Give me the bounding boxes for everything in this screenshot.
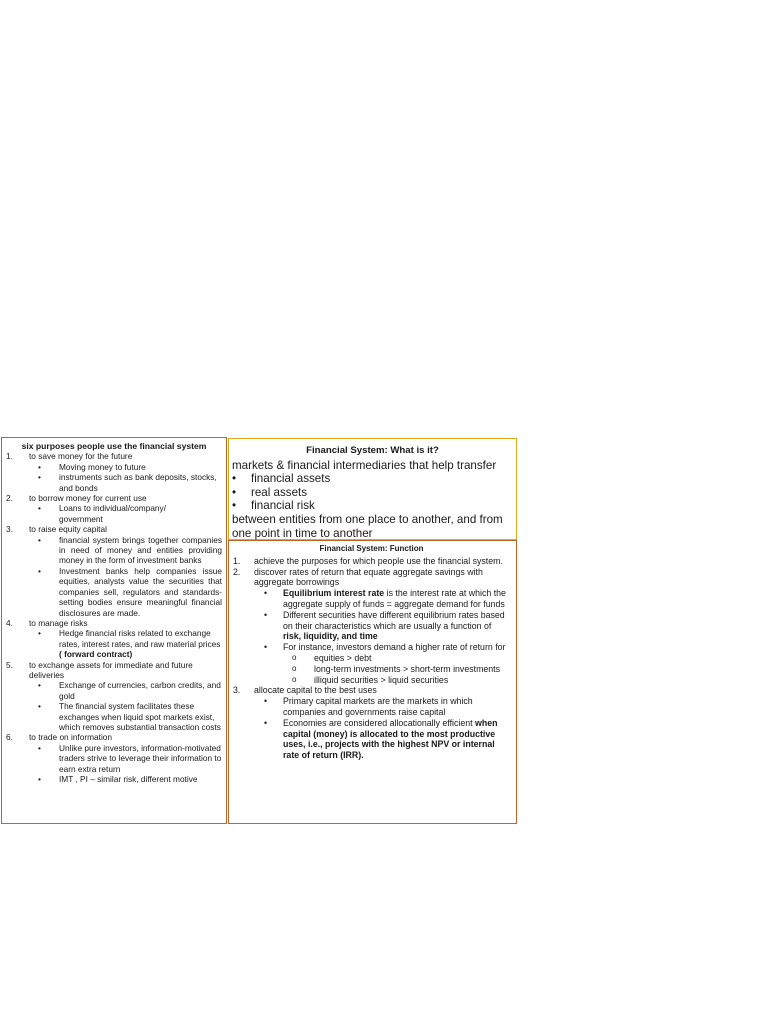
function-title: Financial System: Function	[319, 544, 424, 553]
purpose-subitem-text	[59, 628, 222, 659]
function-subitem-text	[283, 718, 510, 761]
function-number: 2.	[233, 566, 241, 577]
function-subitem-plain: Different securities have different equilibrium rates based on their characteristics which are usually a function of	[283, 609, 505, 631]
purpose-subitem	[36, 628, 222, 659]
function-subitem-text: Primary capital markets are the markets in which companies and governments raise capital	[283, 696, 473, 717]
bullet-icon: •	[38, 680, 41, 691]
bullet-icon: •	[38, 701, 41, 712]
purpose-subitem-text: Exchange of currencies, carbon credits, and gold	[59, 680, 221, 701]
function-subsubitem	[292, 664, 510, 675]
purpose-subitem	[36, 462, 222, 472]
purpose-subitem-bold: ( forward contract)	[59, 649, 133, 660]
purpose-number: 3.	[6, 524, 13, 535]
purpose-text: to raise equity capital	[29, 524, 107, 535]
bullet-icon: •	[264, 696, 268, 707]
function-subitem	[262, 610, 510, 642]
what-is-it-bullet	[232, 486, 513, 500]
function-subsubitem-text: equities > debt	[314, 652, 372, 663]
what-is-it-title: Financial System: What is it?	[306, 445, 439, 456]
bullet-icon: •	[38, 565, 41, 576]
purpose-subitem-text: instruments such as bank deposits, stocks, and bonds	[59, 472, 217, 493]
purpose-text: to trade on information	[29, 732, 113, 743]
function-text: achieve the purposes for which people use the financial system.	[254, 555, 503, 566]
purpose-subitem-text: The financial system facilitates these exchanges when liquid spot markets exist, which removes substantial transaction costs	[59, 701, 221, 732]
function-subitem	[262, 642, 510, 653]
purpose-number: 6.	[6, 732, 13, 743]
function-subitem-plain: is the interest rate at which the aggregate supply of funds = aggregate demand for funds	[283, 588, 506, 609]
purpose-subitem-text: IMT , PI – similar risk, different motive	[59, 774, 198, 784]
what-is-it-intro: markets & financial intermediaries that help transfer	[232, 458, 497, 472]
function-box	[228, 540, 517, 824]
bullet-icon: •	[38, 534, 41, 545]
bullet-icon: •	[264, 609, 268, 620]
purpose-item	[6, 732, 222, 742]
what-is-it-outro: between entities from one place to another, and from one point in time to another	[232, 512, 503, 540]
purposes-title: six purposes people use the financial system	[21, 441, 207, 451]
purpose-subitem	[36, 680, 222, 701]
purpose-number: 2.	[6, 493, 13, 504]
bullet-icon: •	[232, 499, 237, 513]
bullet-icon: •	[264, 642, 268, 653]
function-text: allocate capital to the best uses	[254, 685, 377, 696]
bullet-icon: •	[38, 628, 41, 639]
purpose-text: to manage risks	[29, 617, 88, 628]
purpose-subitem-text: Moving money to future	[59, 461, 146, 472]
function-number: 3.	[233, 685, 241, 696]
purpose-number: 4.	[6, 617, 13, 628]
purpose-subitem	[36, 774, 222, 784]
purposes-box	[1, 437, 227, 824]
purpose-text: to exchange assets for immediate and future deliveries	[29, 659, 193, 680]
purpose-item	[6, 451, 222, 461]
what-is-it-bullet-text: financial risk	[251, 499, 315, 513]
bullet-icon: •	[232, 485, 237, 499]
function-subitem	[262, 696, 510, 718]
purpose-subitem	[36, 566, 222, 618]
bullet-icon: •	[38, 472, 41, 483]
function-number: 1.	[233, 555, 241, 566]
what-is-it-bullet	[232, 499, 513, 513]
purpose-text: to borrow money for current use	[29, 493, 147, 504]
purpose-item	[6, 524, 222, 534]
function-item	[233, 685, 510, 696]
function-subitem-bold: Equilibrium interest rate	[283, 588, 385, 599]
purpose-subitem-text: Unlike pure investors, information-motivated traders strive to leverage their information to earn extra return	[59, 742, 222, 774]
purpose-number: 5.	[6, 659, 13, 670]
function-subsubitem-text: illiquid securities > liquid securities	[314, 674, 449, 685]
bullet-icon: •	[232, 472, 237, 486]
function-text: discover rates of return that equate aggregate savings with aggregate borrowings	[254, 566, 483, 588]
purpose-subitem	[36, 743, 222, 774]
circle-bullet-icon: o	[292, 652, 297, 662]
what-is-it-box	[228, 438, 517, 540]
purpose-subitem-plain: Hedge financial risks related to exchange rates, interest rates, and raw material prices	[59, 628, 221, 649]
purpose-number: 1.	[6, 451, 13, 462]
bullet-icon: •	[38, 461, 41, 472]
purpose-text: to save money for the future	[29, 451, 133, 462]
purpose-item	[6, 660, 222, 681]
bullet-icon: •	[38, 742, 41, 753]
function-subsubitem-text: long-term investments > short-term investments	[314, 663, 501, 674]
function-subitem-bold: when capital (money) is allocated to the most productive uses, i.e., projects with the highest NPV or internal rate of return (IRR).	[283, 717, 498, 761]
purpose-subitem	[36, 503, 222, 524]
purpose-subitem	[36, 701, 222, 732]
purpose-subitem-text: financial system brings together companies in need of money and entities providing money in the form of investment banks	[59, 534, 222, 566]
bullet-icon: •	[38, 774, 41, 784]
function-item	[233, 556, 510, 567]
function-subitem-text	[283, 588, 510, 610]
bullet-icon: •	[264, 717, 268, 728]
function-subitem-text	[283, 610, 510, 642]
function-subsubitem	[292, 675, 510, 686]
bullet-icon: •	[38, 503, 41, 514]
purpose-subitem	[36, 535, 222, 566]
what-is-it-bullet	[232, 472, 513, 486]
what-is-it-bullet-text: financial assets	[251, 472, 331, 486]
purpose-subitem-text: Loans to individual/company/ government	[59, 503, 167, 524]
circle-bullet-icon: o	[292, 674, 297, 684]
function-subitem-bold: risk, liquidity, and time	[283, 631, 378, 642]
purpose-subitem	[36, 472, 222, 493]
circle-bullet-icon: o	[292, 663, 297, 673]
function-item	[233, 567, 510, 589]
function-subitem-text: For instance, investors demand a higher rate of return for	[283, 642, 506, 653]
purpose-item	[6, 618, 222, 628]
function-subitem	[262, 588, 510, 610]
purpose-item	[6, 493, 222, 503]
function-subitem	[262, 718, 510, 761]
bullet-icon: •	[264, 588, 268, 599]
purpose-subitem-text: Investment banks help companies issue equities, analysts value the securities that companies sell, regulators and standards-setting bodies ensure meaningful financial disclosures are made.	[59, 565, 222, 618]
function-subsubitem	[292, 653, 510, 664]
function-subitem-plain: Economies are considered allocationally efficient	[283, 717, 476, 728]
what-is-it-bullet-text: real assets	[251, 485, 308, 499]
